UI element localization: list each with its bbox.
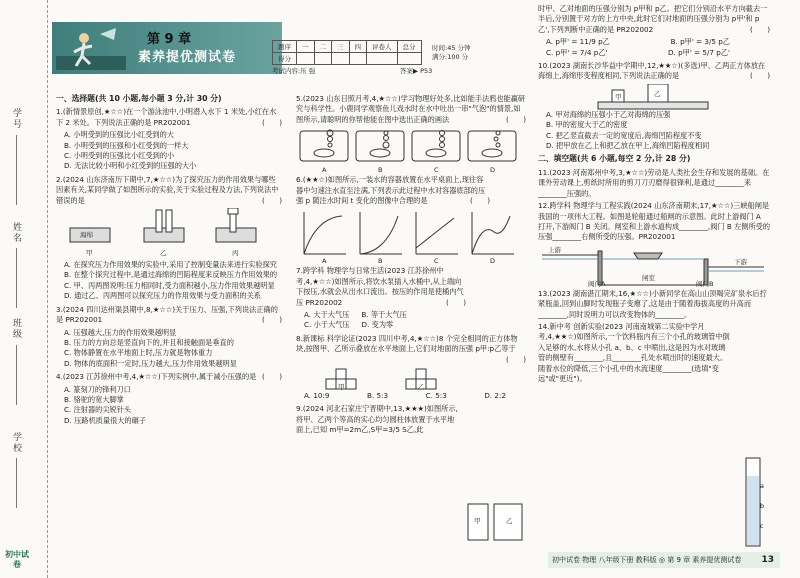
fig2-label-yi: 乙 bbox=[160, 249, 167, 258]
class-line bbox=[16, 345, 17, 405]
fig9-label-yi: 乙 bbox=[506, 517, 513, 525]
score-row-label: 得分 bbox=[273, 53, 297, 65]
score-header-cell: 评卷人 bbox=[367, 41, 398, 53]
question-1: 1.(新情景原创,★☆☆)在一个游泳池中,小明潜入水下 1 米处,小红在水下 2 米处。下列说法正确的是 PR202001 ( ) bbox=[56, 107, 282, 127]
q7-options-row1: A. 大于大气压 B. 等于大气压 bbox=[304, 310, 407, 320]
question-12: 12.跨学科 物理学与工程实践(2024 山东济南期末,17,★☆☆)三峡船闸是我国的一项伟大工程。如图是轮船通过船闸的示意图。此时上游阀门 A 打开,下游阀门 B 关闭。闸室和上游水道构成________,阀门 B 左侧所受的压强________右侧所受的压强。PR202001 bbox=[538, 201, 771, 242]
stacked-cubes-figure bbox=[296, 365, 526, 399]
figure-5 bbox=[296, 127, 526, 175]
q4-option-b: B. 骆驼的宽大脚掌 bbox=[64, 394, 124, 404]
question-11: 11.(2023 河南郑州中考,3,★☆☆)劳动是人类社会生存和发展的基础。在课外劳动课上,剪纸时所用的剪刀刀刃磨得很锋利,是通过________来________压强的。 bbox=[538, 167, 770, 198]
score-cell[interactable] bbox=[297, 53, 315, 65]
q10-option-d: D. 把甲放在乙上和把乙放在甲上,海绵凹陷程度相同 bbox=[546, 141, 710, 151]
question-8: 8.新课标 科学论证(2023 四川中考,4,★☆☆)8 个完全相同的正方体物块,按图甲、乙所示叠放在水平地面上,它们对地面的压强 p甲:p乙等于 ( ) bbox=[296, 333, 526, 364]
name-line bbox=[16, 248, 17, 308]
fig6-label-a: A bbox=[322, 257, 327, 266]
q4-option-a: A. 篆刻刀的锋利刀口 bbox=[64, 384, 131, 394]
fig5-label-d: D bbox=[490, 166, 496, 175]
exam-topic: 考试内容:压 强 bbox=[272, 67, 316, 75]
q2-option-b: B. 在整个探究过程中,是通过海绵的凹陷程度来反映压力作用效果的 bbox=[64, 270, 278, 280]
brand-logo: 初中试卷 bbox=[5, 550, 29, 569]
q1-option-a: A. 小明受到的压强比小红受到的大 bbox=[64, 130, 174, 140]
q10-option-c: C. 把乙竖直截去一定的宽度后,海绵凹陷程度不变 bbox=[546, 130, 702, 140]
q8-options: A. 10:9 B. 5:3 C. 5:3 D. 2:2 bbox=[304, 390, 506, 400]
score-header-cell: 总分 bbox=[397, 41, 421, 53]
test-title: 素养提优测试卷 bbox=[138, 50, 237, 65]
question-9: 9.(2024 河北石家庄宁晋期中,13,★★★)如图所示,将甲、乙两个等高的实心均匀圆柱体放置于水平地面上,已知 m甲=2m乙,S甲=3/5 S乙,此 bbox=[296, 404, 458, 434]
q3-option-b: B. 压力的方向总是竖直向下的,并且和接触面是垂直的 bbox=[64, 337, 234, 347]
school-label: 学校 bbox=[11, 432, 21, 454]
fig12-chamber-label: 闸室 bbox=[642, 273, 655, 282]
figure-10 bbox=[538, 84, 770, 110]
runner-illustration bbox=[56, 26, 126, 70]
fig2-label-jia: 甲 bbox=[86, 249, 93, 258]
q10-option-a: A. 甲对海绵的压强小于乙对海绵的压强 bbox=[546, 109, 671, 119]
question-7: 7.跨学科 物理学与日常生活(2023 江苏徐州中考,4,★☆☆)如图所示,将饮水泵插入水桶中,从上端向下按压,水就会从出水口流出。按压的作用是使桶内气压 PR202002 ( ) bbox=[296, 266, 466, 307]
chapter-number: 第 9 章 bbox=[147, 32, 192, 47]
fig14-hole-a: a bbox=[760, 482, 764, 490]
q1-option-c: C. 小明受到的压强比小红受到的小 bbox=[64, 151, 175, 161]
question-9-continued: 时甲、乙对地面的压强分别为 p甲和 p乙。把它们分别沿水平方向截去一半后,分别置于对方的上方中央,此时它们对地面的压强分别为 p甲'和 p乙',下列判断中正确的是 PR202002 ( ) bbox=[538, 4, 770, 34]
student-id-line bbox=[16, 135, 17, 205]
section-choice-title: 一、选择题(共 10 小题,每小题 3 分,计 30 分) bbox=[56, 94, 222, 103]
q4-option-c: C. 注射器的尖锐针头 bbox=[64, 405, 132, 415]
q9-options-row1: A. p甲' = 11/9 p乙 B. p甲' = 3/5 p乙 bbox=[546, 37, 730, 47]
column-2 bbox=[296, 94, 526, 525]
fig6-label-c: C bbox=[434, 257, 439, 266]
fig2-sponge-label: 海绵 bbox=[80, 231, 93, 240]
exam-meta bbox=[432, 44, 471, 62]
question-14: 14.新中考 创新实验(2023 河南南城第二实验中学月考,4,★★☆)如图所示,一个饮料瓶内有三个小孔的玻璃管中倒入足够的水,水将从小孔 a、b、c 中喷出,这是因为水对玻璃管的侧壁有________,且________孔处水喷出时的速度最大。随着水位的降低,三个小孔中的水流速度________(选填"变远"或"更近")。 bbox=[538, 321, 730, 383]
figure-8 bbox=[296, 357, 526, 391]
q2-option-c: C. 甲、丙两图说明:压力相同时,受力面积越小,压力作用效果越明显 bbox=[64, 280, 275, 290]
fig5-label-b: B bbox=[378, 166, 383, 175]
answer-reference: 答案▶ P53 bbox=[400, 67, 433, 75]
q3-option-c: C. 物体静置在水平地面上时,压力就是物体重力 bbox=[64, 348, 213, 358]
fig8-label-yi: 乙 bbox=[418, 382, 425, 391]
page-number: 13 bbox=[761, 555, 774, 565]
fig10-label-yi: 乙 bbox=[654, 89, 661, 98]
chapter-banner bbox=[52, 22, 282, 74]
score-cell[interactable] bbox=[332, 53, 350, 65]
class-label: 班级 bbox=[11, 318, 21, 340]
fig8-label-jia: 甲 bbox=[338, 382, 345, 391]
fig14-hole-c: c bbox=[760, 522, 764, 530]
q4-option-d: D. 压路机质量很大的碾子 bbox=[64, 415, 146, 425]
score-header-cell: 三 bbox=[332, 41, 350, 53]
figure-6 bbox=[296, 208, 526, 266]
question-10: 10.(2023 湖南长沙华益中学期中,12,★★☆)(多选)甲、乙两正方体放在海绵上,海绵形变程度相同,下列说法正确的是 ( ) bbox=[538, 61, 770, 81]
fig5-label-c: C bbox=[434, 166, 439, 175]
name-label: 姓名 bbox=[11, 222, 21, 244]
school-line bbox=[16, 458, 17, 508]
q3-option-a: A. 压强越大,压力的作用效果越明显 bbox=[64, 327, 177, 337]
question-13: 13.(2023 湖南湛江期末,16,★☆☆)小新同学在高山山顶喝完矿泉水后拧紧瓶盖,回到山脚时发现瓶子变瘪了,这是由于随着海拔高度的升高而________,同时说明力可以改变物体的________。 bbox=[538, 288, 767, 319]
score-cell[interactable] bbox=[314, 53, 332, 65]
figure-2 bbox=[56, 208, 282, 260]
score-cell[interactable] bbox=[349, 53, 367, 65]
score-header-cell: 四 bbox=[349, 41, 367, 53]
fig6-label-b: B bbox=[378, 257, 383, 266]
q10-option-b: B. 甲的密度大于乙的密度 bbox=[546, 120, 628, 130]
fig6-label-d: D bbox=[490, 257, 496, 266]
figure-12 bbox=[538, 245, 770, 289]
q3-option-d: D. 物体的底面积一定时,压力越大,压力作用效果越明显 bbox=[64, 358, 237, 368]
fig2-label-bing: 丙 bbox=[232, 249, 239, 258]
student-id-label: 学号 bbox=[11, 108, 21, 130]
q1-option-d: D. 无法比较小明和小红受到的压强的大小 bbox=[64, 161, 197, 171]
q9-options-row2: C. p甲' = 7/4 p乙' D. p甲' = 5/7 p乙' bbox=[546, 47, 730, 57]
fig10-label-jia: 甲 bbox=[615, 92, 622, 101]
fig12-valve-a-label: 阀门A bbox=[588, 279, 606, 288]
footer-text: 初中试卷 物理 八年级下册 教科版 ◎ 第 9 章 素养提优测试卷 bbox=[552, 556, 742, 564]
question-5: 5.(2023 山东日照月考,4,★☆☆)学习物理好处多,比如能手法鸦也能赢研究与科学性。小鹿同学观察鱼儿戏水时在水中吐出一串"气泡"的情景,如图所示,请聪明的你帮他能在图中选出正确的画法 ( ) bbox=[296, 94, 526, 124]
column-3 bbox=[538, 4, 770, 386]
bottle-holes-figure bbox=[742, 456, 770, 550]
full-marks: 满分:100 分 bbox=[432, 53, 469, 61]
score-table bbox=[272, 40, 422, 65]
q7-options-row2: C. 小于大气压 D. 变为零 bbox=[304, 320, 394, 330]
score-header-cell: 题序 bbox=[273, 41, 297, 53]
question-2: 2.(2024 山东济南历下期中,7,★☆☆)为了探究压力的作用效果与哪些因素有关,某同学做了如图所示的实验,关于实验过程及方法,下列说法中错误的是 ( ) bbox=[56, 174, 282, 205]
q2-option-a: A. 在探究压力作用效果的实验中,采用了控制变量法来进行实验探究 bbox=[64, 260, 277, 270]
q1-option-b: B. 小明受到的压强和小红受到的一样大 bbox=[64, 140, 189, 150]
section-fill-title: 二、填空题(共 6 小题,每空 2 分,计 28 分) bbox=[538, 154, 691, 164]
fig12-downstream-label: 下游 bbox=[734, 257, 747, 266]
binding-strip bbox=[0, 0, 48, 578]
fig12-valve-b-label: 阀门B bbox=[696, 279, 714, 288]
page-footer bbox=[548, 552, 780, 568]
fig12-upstream-label: 上游 bbox=[548, 245, 561, 254]
score-cell[interactable] bbox=[397, 53, 421, 65]
score-header-cell: 二 bbox=[314, 41, 332, 53]
q2-option-d: D. 通过乙、丙两图可以探究压力的作用效果与受力面积的关系 bbox=[64, 291, 261, 301]
question-6: 6.(★★☆)如图所示,一装水的容器放置在水平桌面上,现往容器中匀速注水直至注满,下列表示此过程中水对容器底部的压强 p 随注水时间 t 变化的图像中合理的是 ( ) bbox=[296, 175, 490, 206]
time-limit: 时间:45 分钟 bbox=[432, 44, 471, 52]
fig9-label-jia: 甲 bbox=[474, 517, 481, 525]
question-3: 3.(2024 四川达州渠县期中,8,★☆☆)关于压力、压强,下列说法正确的是 PR202001 ( ) bbox=[56, 304, 282, 325]
question-4: 4.(2023 江苏徐州中考,4,★☆☆)下列实例中,属于减小压强的是 ( ) bbox=[56, 372, 282, 382]
score-header-cell: 一 bbox=[297, 41, 315, 53]
score-cell[interactable] bbox=[367, 53, 398, 65]
fig14-hole-b: b bbox=[760, 502, 765, 510]
fig5-label-a: A bbox=[322, 166, 327, 175]
column-1 bbox=[56, 94, 282, 426]
cubes-on-sponge-figure bbox=[538, 84, 768, 110]
